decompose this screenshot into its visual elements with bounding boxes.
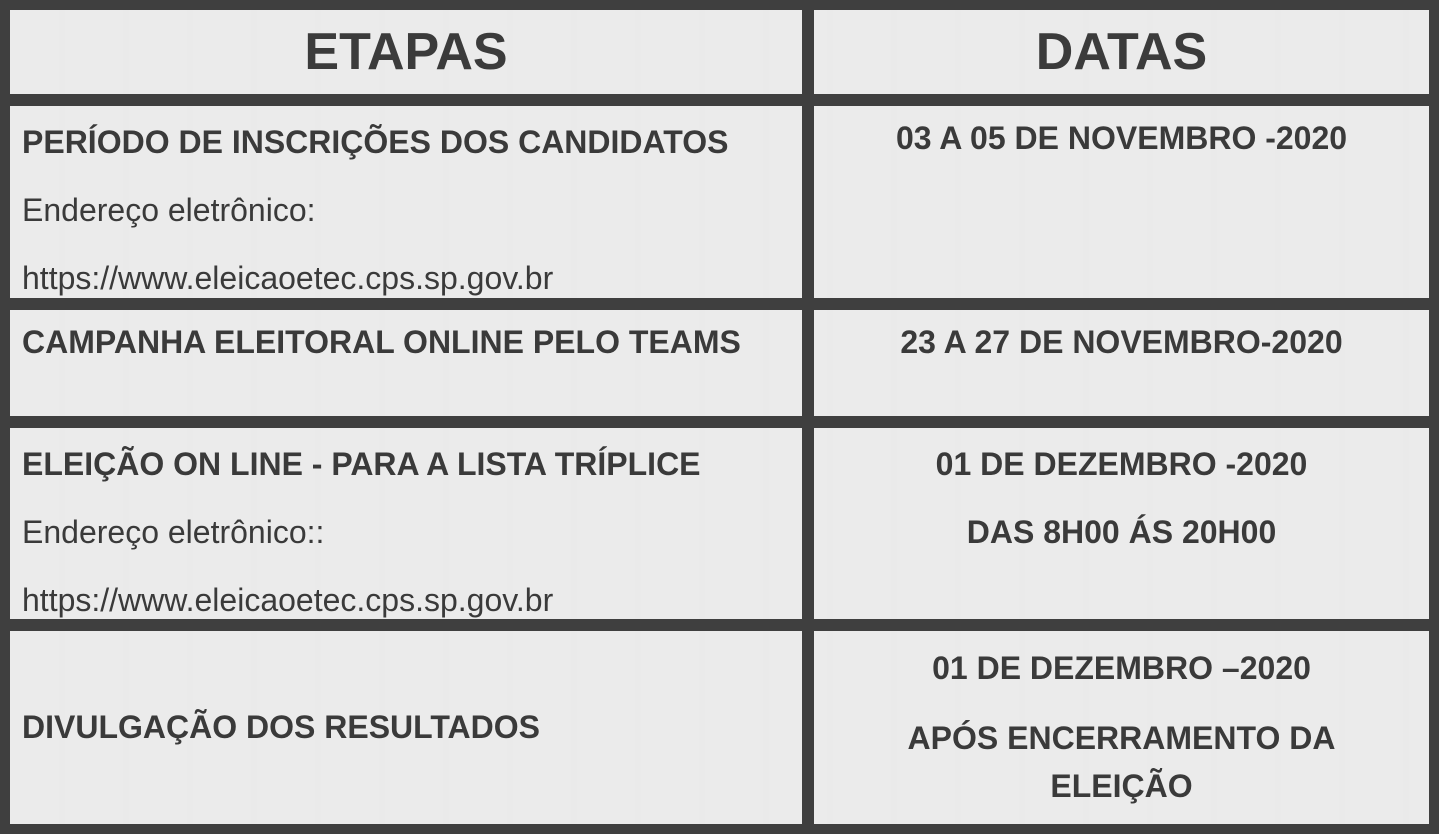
note-line-2: ELEIÇÃO [1050,768,1193,804]
header-datas [808,0,1439,100]
etapa-address-label: Endereço eletrônico:: [22,514,325,550]
etapa-title: DIVULGAÇÃO DOS RESULTADOS [22,709,540,745]
etapa-address-url: https://www.eleicaoetec.cps.sp.gov.br [22,582,554,618]
etapa-title: CAMPANHA ELEITORAL ONLINE PELO TEAMS [22,324,741,360]
date-text: 01 DE DEZEMBRO -2020 [935,446,1308,482]
etapa-title: ELEIÇÃO ON LINE - PARA A LISTA TRÍPLICE [22,446,701,482]
table-row-4-data [808,625,1439,834]
time-text: DAS 8H00 ÁS 20H00 [966,514,1277,550]
etapa-title: PERÍODO DE INSCRIÇÕES DOS CANDIDATOS [22,124,729,160]
date-text: 23 A 27 DE NOVEMBRO-2020 [900,324,1343,360]
table-row-2-etapa [0,304,808,422]
table-row-3-etapa [0,422,808,625]
header-datas-label: DATAS [1035,23,1208,81]
header-etapas [0,0,808,100]
table-row-1-data [808,100,1439,304]
table-row-2-data [808,304,1439,422]
date-text: 01 DE DEZEMBRO –2020 [932,650,1311,686]
note-line-1: APÓS ENCERRAMENTO DA [907,720,1336,756]
table-row-4-etapa [0,625,808,834]
etapa-address-url: https://www.eleicaoetec.cps.sp.gov.br [22,260,554,296]
date-text: 03 A 05 DE NOVEMBRO -2020 [895,120,1348,156]
table-row-3-data [808,422,1439,625]
table-row-1-etapa [0,100,808,304]
header-etapas-label: ETAPAS [304,23,508,81]
etapa-address-label: Endereço eletrônico: [22,192,316,228]
